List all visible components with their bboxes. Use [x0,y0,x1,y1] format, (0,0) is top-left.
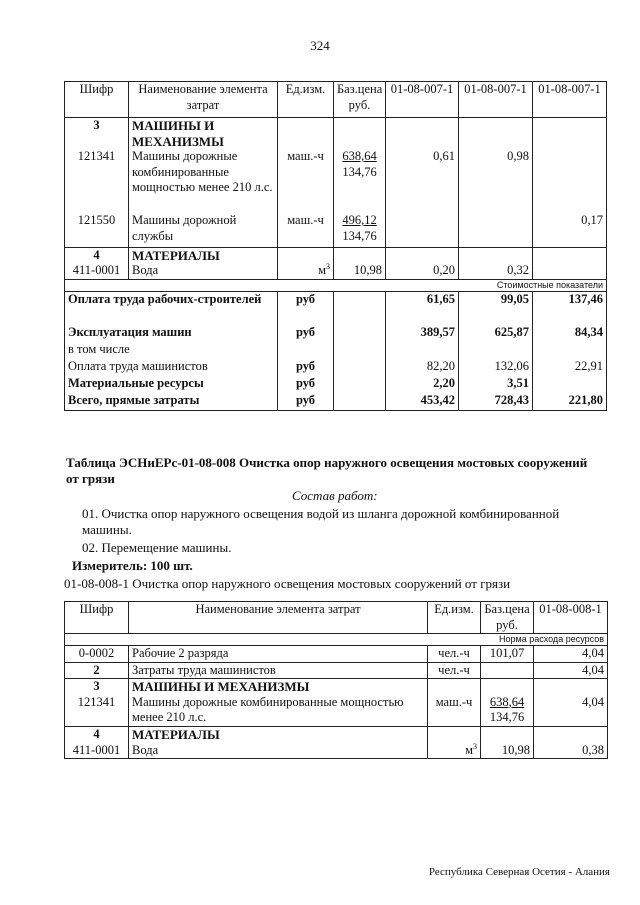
measure-unit: Измеритель: 100 шт. [72,558,193,573]
resource-price [334,213,386,247]
table-title-line2: от грязи [66,471,115,486]
cost-value-col1: 389,57 [386,325,459,342]
resource-unit: маш.-ч [278,149,334,213]
section-title: МАТЕРИАЛЫ [129,727,428,743]
resource-code: 121550 [65,213,129,247]
cost-unit: руб [278,325,334,342]
cost-name: Эксплуатация машин [65,325,278,342]
unit-superscript: 3 [473,741,477,751]
cost-unit: руб [278,291,334,325]
unit-text: м [465,742,473,757]
value-col2: 0,98 [459,149,533,213]
table-header-row [65,602,608,634]
cost-name: Оплата труда рабочих-строителей [65,291,278,325]
work-step-1-line1: 01. Очистка опор наружного освещения водой из шланга дорожной комбинированной [82,506,560,521]
resource-unit: маш.-ч [278,213,334,247]
cost-value-col2: 625,87 [459,325,533,342]
table-title-line1: Таблица ЭСНиЕРс-01-08-008 Очистка опор наружного освещения мостовых сооружений [66,455,588,470]
value-col1: 4,04 [534,646,608,663]
resource-price: 10,98 [481,743,534,759]
header-col2: 01-08-007-1 [459,82,533,118]
resource-name: Машины дорожные комбинированные мощностью менее 210 л.с. [129,695,428,727]
header-col1: 01-08-008-1 [534,602,608,634]
resource-name: Машины дорожной службы [129,213,278,247]
cost-value-col2: 3,51 [459,376,533,393]
cost-value-col3 [533,376,607,393]
resource-unit: чел.-ч [428,646,481,663]
header-unit: Ед.изм. [278,82,334,118]
section-title: МАШИНЫ И МЕХАНИЗМЫ [129,118,278,150]
value-col1: 4,04 [534,695,608,727]
table-row [65,213,607,247]
cost-value-col2 [459,342,533,359]
cost-unit: руб [278,393,334,410]
resource-price: 10,98 [334,263,386,279]
header-code: Шифр [65,602,129,634]
table-row [65,263,607,279]
resource-name: Вода [129,743,428,759]
cost-row [65,325,607,342]
value-col3: 0,17 [533,213,607,247]
resource-code: 121341 [65,149,129,213]
work-step-1-line2: машины. [82,522,132,537]
cost-row [65,359,607,376]
header-unit: Ед.изм. [428,602,481,634]
header-code: Шифр [65,82,129,118]
price-top: 638,64 [342,149,377,163]
cost-value-col2: 99,05 [459,291,533,325]
resource-code: 0-0002 [65,646,129,663]
section-number: 4 [65,727,129,743]
section-number: 3 [65,118,129,150]
cost-row [65,291,607,325]
resource-name: Вода [129,263,278,279]
item-heading: 01-08-008-1 Очистка опор наружного освещения мостовых сооружений от грязи [64,576,511,591]
header-name: Наименование элемента затрат [129,82,278,118]
cost-value-col3 [533,342,607,359]
cost-unit: руб [278,359,334,376]
cost-value-col2: 132,06 [459,359,533,376]
cost-label-row [65,279,607,291]
resource-unit [428,743,481,759]
table-header-row [65,82,607,118]
cost-name: Материальные ресурсы [65,376,278,393]
price-bottom: 134,76 [342,228,377,243]
section-row [65,727,608,743]
resource-name: Рабочие 2 разряда [129,646,428,663]
header-price: Баз.цена руб. [481,602,534,634]
value-col1: 0,20 [386,263,459,279]
norm-label-row [65,634,608,646]
table-row [65,743,608,759]
resource-code: 121341 [65,695,129,727]
cost-value-col1: 82,20 [386,359,459,376]
section-number: 2 [65,662,129,679]
value-col3 [533,149,607,213]
header-col1: 01-08-007-1 [386,82,459,118]
resource-code: 411-0001 [65,743,129,759]
cost-name: Оплата труда машинистов [65,359,278,376]
section-title: МАТЕРИАЛЫ [129,247,278,263]
price-top: 638,64 [489,694,525,709]
table-row [65,646,608,663]
price-top: 496,12 [342,213,377,227]
footer-region: Республика Северная Осетия - Алания [428,866,610,878]
cost-value-col3: 22,91 [533,359,607,376]
header-name: Наименование элемента затрат [129,602,428,634]
cost-value-col3: 84,34 [533,325,607,342]
resource-code: 411-0001 [65,263,129,279]
cost-row [65,393,607,410]
resource-unit: маш.-ч [428,695,481,727]
cost-value-col1 [386,342,459,359]
resource-unit [278,263,334,279]
section-row [65,118,607,150]
cost-name: Всего, прямые затраты [65,393,278,410]
cost-value-col1: 2,20 [386,376,459,393]
resource-unit: чел.-ч [428,662,481,679]
table-row [65,149,607,213]
section-number: 4 [65,247,129,263]
value-col3 [533,263,607,279]
resource-price: 101,07 [481,646,534,663]
norm-label: Норма расхода ресурсов [65,634,608,646]
cost-name: в том числе [65,342,278,359]
value-col1: 0,61 [386,149,459,213]
section-number: 3 [65,679,129,695]
unit-text: м [318,263,326,277]
value-col1 [386,213,459,247]
resource-name: Машины дорожные комбинированные мощностью менее 210 л.с. [129,149,278,213]
section-row [65,247,607,263]
price-bottom: 134,76 [489,710,525,724]
value-col2: 0,32 [459,263,533,279]
header-col3: 01-08-007-1 [533,82,607,118]
resource-table-2 [64,601,608,759]
unit-superscript: 3 [326,261,330,271]
value-col2 [459,213,533,247]
cost-value-col1: 61,65 [386,291,459,325]
page-number: 324 [310,38,330,53]
table-row [65,662,608,679]
value-col1: 0,38 [534,743,608,759]
cost-indicators-label: Стоимостные показатели [65,279,607,291]
cost-unit [278,342,334,359]
cost-value-col3: 221,80 [533,393,607,410]
work-composition-title: Состав работ: [292,488,378,503]
value-col1: 4,04 [534,662,608,679]
cost-value-col1: 453,42 [386,393,459,410]
cost-unit: руб [278,376,334,393]
resource-price [334,149,386,213]
resource-table-1 [64,81,607,411]
cost-value-col3: 137,46 [533,291,607,325]
resource-name: Затраты труда машинистов [129,662,428,679]
cost-row [65,376,607,393]
section-row [65,679,608,695]
work-step-2: 02. Перемещение машины. [82,540,232,555]
resource-price [481,695,534,727]
price-bottom: 134,76 [342,164,377,179]
cost-value-col2: 728,43 [459,393,533,410]
section-title: МАШИНЫ И МЕХАНИЗМЫ [129,679,428,695]
cost-row [65,342,607,359]
header-price: Баз.цена руб. [334,82,386,118]
table-row [65,695,608,727]
